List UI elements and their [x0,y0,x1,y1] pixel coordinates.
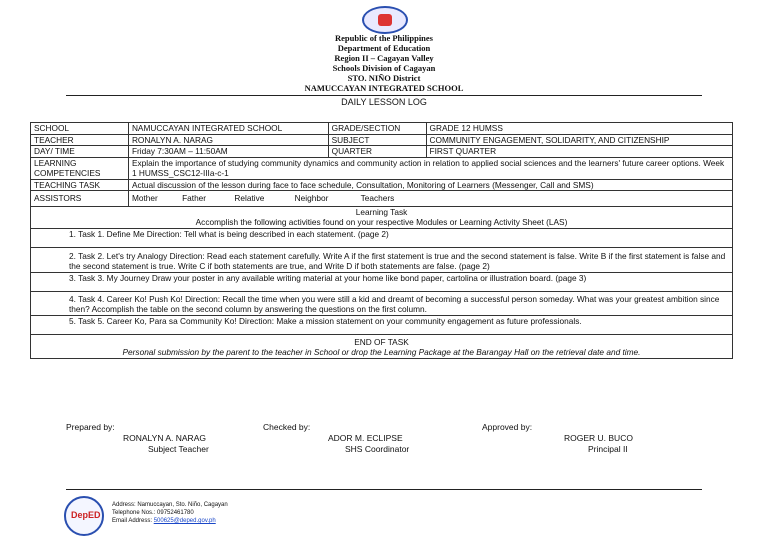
lesson-log-table [30,122,733,359]
footer-email-line [112,517,228,525]
deped-logo-text: DepED [71,510,101,520]
header-district: STO. NIÑO District [347,73,421,83]
teacher-value: RONALYN A. NARAG [128,134,328,146]
quarter-label: QUARTER [328,146,426,158]
learning-task-header [31,206,733,228]
end-of-task-cell [31,334,733,358]
row-teaching-task [31,179,733,191]
assistors-label: ASSISTORS [31,191,129,207]
row-day [31,146,733,158]
day-label: DAY/ TIME [31,146,129,158]
subject-value: COMMUNITY ENGAGEMENT, SOLIDARITY, AND CITIZENSHIP [426,134,732,146]
prepared-by-role: Subject Teacher [148,444,209,454]
header-region: Region II – Cagayan Valley [334,53,434,63]
footer-divider [66,489,702,490]
subject-label: SUBJECT [328,134,426,146]
footer-email-link[interactable]: 500625@deped.gov.ph [153,518,216,524]
checked-by-label: Checked by: [263,422,311,432]
row-task-4 [31,291,733,315]
approved-by-name: ROGER U. BUCO [564,433,633,443]
teaching-task-value: Actual discussion of the lesson during face to face schedule, Consultation, Monitoring of Learners (Messenger, Call and SMS) [128,179,732,191]
prepared-by-name: RONALYN A. NARAG [123,433,206,443]
grade-label: GRADE/SECTION [328,123,426,135]
row-task-3 [31,272,733,291]
row-teacher [31,134,733,146]
task-3: 3. Task 3. My Journey Draw your poster in any available writing material at your home like bond paper, cartolina or illustration board. (page 3) [31,272,733,291]
competencies-label-2: COMPETENCIES [34,168,101,178]
deped-seal-icon [362,6,408,34]
checked-by-name: ADOR M. ECLIPSE [328,433,403,443]
teaching-task-label: TEACHING TASK [31,179,129,191]
header-divider [66,95,702,96]
assistors-value [128,191,732,207]
teacher-label: TEACHER [31,134,129,146]
prepared-by-label: Prepared by: [66,422,115,432]
footer-email-label: Email Address: [112,518,154,524]
task-2: 2. Task 2. Let's try Analogy Direction: Read each statement carefully. Write A if the first statement is true and the second statement is false. Write B if the first statement is false and the second statement is true. Write C if both statements are true, and Write D if both statements are false. (page 2) [31,247,733,272]
task-4: 4. Task 4. Career Ko! Push Ko! Direction: Recall the time when you were still a kid and dreamt of becoming a successful person someday. What was your greatest ambition since then? Accomplish the table on the second column by answering the questions on the first column. [31,291,733,315]
deped-logo-icon [64,496,104,536]
footer-contact [112,501,228,525]
footer-address: Address: Namuccayan, Sto. Niño, Cagayan [112,502,228,508]
row-school [31,123,733,135]
checked-by-role: SHS Coordinator [345,444,410,454]
header-republic: Republic of the Philippines [334,33,433,43]
row-learning-task-header [31,206,733,228]
task-1: 1. Task 1. Define Me Direction: Tell what is being described in each statement. (page 2) [31,228,733,247]
competencies-value: Explain the importance of studying community dynamics and community action in relation to applied social sciences and the learners' future career options. Week 1 HUMSS_CSC12-IIIa-c-1 [128,157,732,179]
row-end-of-task [31,334,733,358]
school-value: NAMUCCAYAN INTEGRATED SCHOOL [128,123,328,135]
grade-value: GRADE 12 HUMSS [426,123,732,135]
row-assistors [31,191,733,207]
header-school-name: NAMUCCAYAN INTEGRATED SCHOOL [304,83,464,93]
learning-task-title: Learning Task [355,206,408,217]
row-competencies [31,157,733,179]
assistor-mother: Mother [131,193,158,203]
row-task-2 [31,247,733,272]
assistor-teachers: Teachers [360,193,395,203]
header-division: Schools Division of Cagayan [332,63,436,73]
approved-by-role: Principal II [588,444,628,454]
row-task-1 [31,228,733,247]
doc-title: DAILY LESSON LOG [341,97,427,107]
day-value: Friday 7:30AM – 11:50AM [128,146,328,158]
task-5: 5. Task 5. Career Ko, Para sa Community Ko! Direction: Make a mission statement on your community engagement as future professionals. [31,315,733,334]
competencies-label-1: LEARNING [34,157,77,168]
competencies-label [31,157,129,179]
assistor-father: Father [182,193,207,203]
assistor-neighbor: Neighbor [294,193,329,203]
footer-telephone: Telephone Nos.: 09752461780 [112,510,194,516]
school-label: SCHOOL [31,123,129,135]
quarter-value: FIRST QUARTER [426,146,732,158]
row-task-5 [31,315,733,334]
header-department: Department of Education [337,43,431,53]
learning-task-intro: Accomplish the following activities found on your respective Modules or Learning Activity Sheet (LAS) [195,217,568,227]
submission-note: Personal submission by the parent to the teacher in School or drop the Learning Package at the Barangay Hall on the retrieval date and time. [122,347,641,357]
assistor-relative: Relative [234,193,265,203]
end-of-task: END OF TASK [354,336,409,347]
approved-by-label: Approved by: [482,422,533,432]
